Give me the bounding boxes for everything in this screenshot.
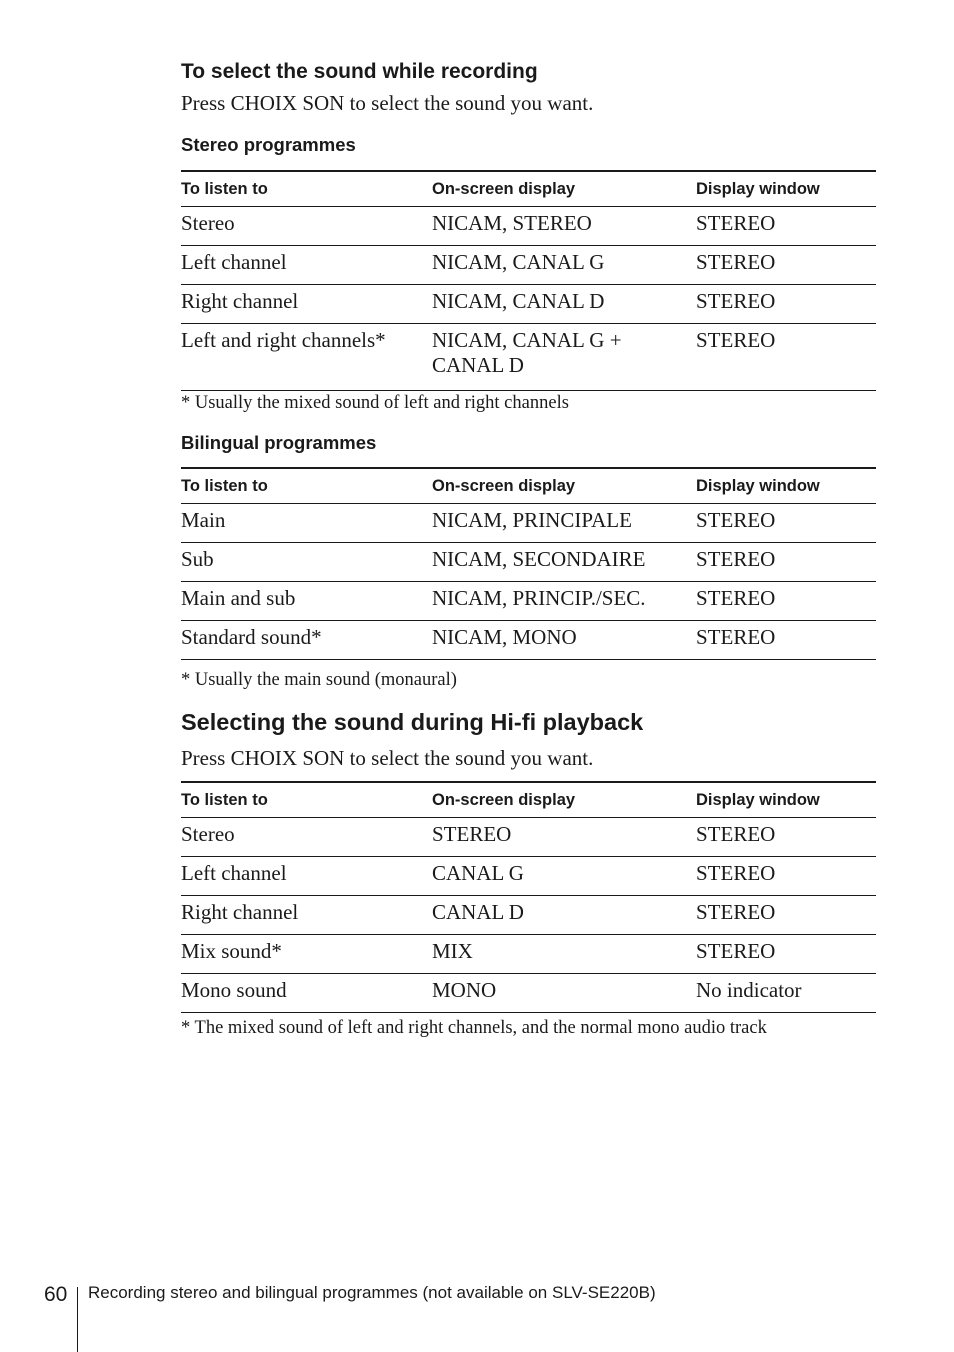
table-cell: Right channel bbox=[181, 285, 432, 324]
table-cell: STEREO bbox=[696, 504, 876, 543]
column-header: On-screen display bbox=[432, 171, 696, 207]
table-cell: STEREO bbox=[696, 621, 876, 660]
table-cell: NICAM, CANAL D bbox=[432, 285, 696, 324]
table-row bbox=[181, 504, 876, 543]
table-cell: CANAL G bbox=[432, 857, 696, 896]
table-row bbox=[181, 974, 876, 1013]
table-cell: STEREO bbox=[696, 857, 876, 896]
table-cell: Sub bbox=[181, 543, 432, 582]
table-cell: CANAL D bbox=[432, 896, 696, 935]
footer-running-title: Recording stereo and bilingual programmes (not available on SLV-SE220B) bbox=[88, 1283, 656, 1302]
table-cell: NICAM, STEREO bbox=[432, 207, 696, 246]
table-cell: STEREO bbox=[696, 582, 876, 621]
table-row bbox=[181, 857, 876, 896]
table-row bbox=[181, 246, 876, 285]
table-cell: STEREO bbox=[432, 818, 696, 857]
table-cell: Standard sound* bbox=[181, 621, 432, 660]
column-header: Display window bbox=[696, 782, 876, 818]
column-header: Display window bbox=[696, 468, 876, 504]
footnote-stereo: * Usually the mixed sound of left and right channels bbox=[181, 393, 569, 413]
table-cell: Main bbox=[181, 504, 432, 543]
column-header: To listen to bbox=[181, 171, 432, 207]
table-cell: NICAM, CANAL G bbox=[432, 246, 696, 285]
table-header-row bbox=[181, 782, 876, 818]
table-cell: Left channel bbox=[181, 857, 432, 896]
table-cell: STEREO bbox=[696, 896, 876, 935]
table-title-bilingual: Bilingual programmes bbox=[181, 432, 377, 453]
section-heading-hifi-playback: Selecting the sound during Hi-fi playback bbox=[181, 709, 644, 735]
table-row bbox=[181, 896, 876, 935]
table-cell: Left channel bbox=[181, 246, 432, 285]
table-cell: Mono sound bbox=[181, 974, 432, 1013]
footer-divider bbox=[77, 1287, 78, 1352]
table-cell: STEREO bbox=[696, 207, 876, 246]
table-cell: NICAM, PRINCIPALE bbox=[432, 504, 696, 543]
section-intro-recording: Press CHOIX SON to select the sound you want. bbox=[181, 91, 594, 115]
footnote-hifi: * The mixed sound of left and right channels, and the normal mono audio track bbox=[181, 1018, 767, 1038]
column-header: To listen to bbox=[181, 468, 432, 504]
table-cell: MIX bbox=[432, 935, 696, 974]
table-cell: NICAM, PRINCIP./SEC. bbox=[432, 582, 696, 621]
table-row bbox=[181, 324, 876, 391]
table-row bbox=[181, 582, 876, 621]
section-heading-recording: To select the sound while recording bbox=[181, 60, 538, 83]
table-title-stereo: Stereo programmes bbox=[181, 134, 356, 155]
table-cell: NICAM, MONO bbox=[432, 621, 696, 660]
table-cell: MONO bbox=[432, 974, 696, 1013]
table-cell: STEREO bbox=[696, 543, 876, 582]
table-cell: STEREO bbox=[696, 324, 876, 391]
stereo-programmes-table bbox=[181, 170, 876, 391]
table-row bbox=[181, 207, 876, 246]
table-cell: STEREO bbox=[696, 246, 876, 285]
column-header: To listen to bbox=[181, 782, 432, 818]
table-row bbox=[181, 543, 876, 582]
table-row bbox=[181, 621, 876, 660]
table-cell: Left and right channels* bbox=[181, 324, 432, 391]
table-cell: Main and sub bbox=[181, 582, 432, 621]
table-cell: NICAM, SECONDAIRE bbox=[432, 543, 696, 582]
bilingual-programmes-table bbox=[181, 467, 876, 660]
table-header-row bbox=[181, 171, 876, 207]
page-number: 60 bbox=[44, 1283, 68, 1306]
section-intro-hifi-playback: Press CHOIX SON to select the sound you want. bbox=[181, 746, 594, 770]
table-cell: Stereo bbox=[181, 818, 432, 857]
table-cell: No indicator bbox=[696, 974, 876, 1013]
table-header-row bbox=[181, 468, 876, 504]
table-cell: Right channel bbox=[181, 896, 432, 935]
table-cell: STEREO bbox=[696, 285, 876, 324]
table-cell: STEREO bbox=[696, 818, 876, 857]
hifi-playback-table bbox=[181, 781, 876, 1013]
table-row bbox=[181, 285, 876, 324]
column-header: On-screen display bbox=[432, 782, 696, 818]
table-row bbox=[181, 818, 876, 857]
table-cell: Stereo bbox=[181, 207, 432, 246]
column-header: Display window bbox=[696, 171, 876, 207]
footnote-bilingual: * Usually the main sound (monaural) bbox=[181, 670, 457, 690]
table-cell: STEREO bbox=[696, 935, 876, 974]
table-row bbox=[181, 935, 876, 974]
table-cell: Mix sound* bbox=[181, 935, 432, 974]
column-header: On-screen display bbox=[432, 468, 696, 504]
table-cell: NICAM, CANAL G + CANAL D bbox=[432, 324, 696, 391]
